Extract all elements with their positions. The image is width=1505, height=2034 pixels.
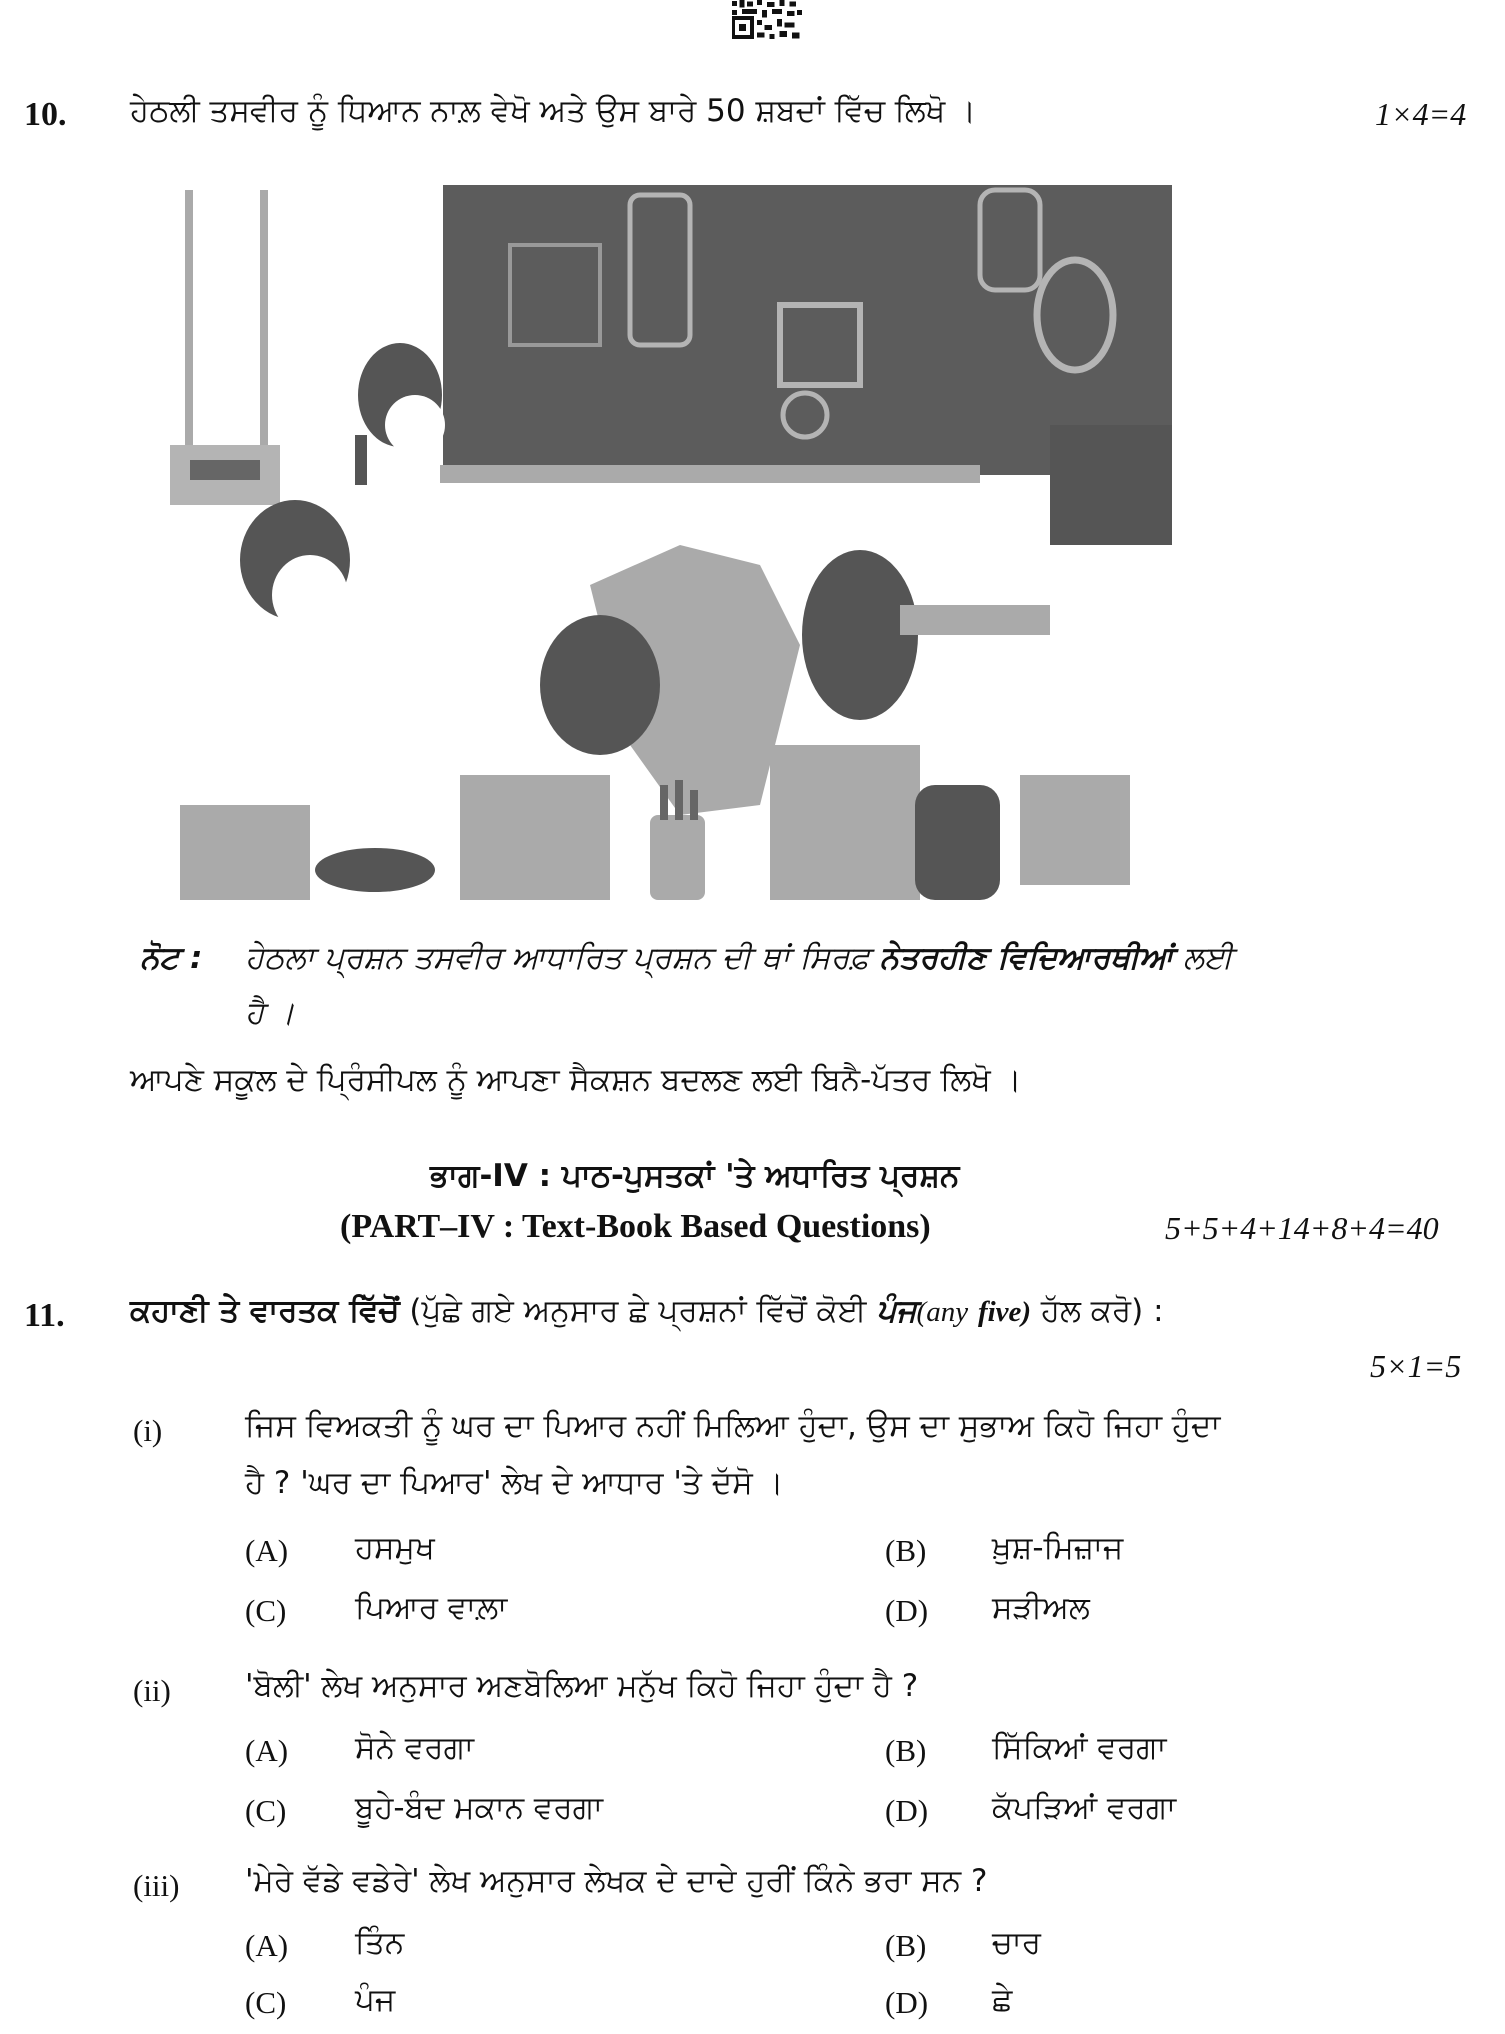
part-4-heading-punjabi: ਭਾਗ-IV : ਪਾਠ-ਪੁਸਤਕਾਂ 'ਤੇ ਅਧਾਰਿਤ ਪ੍ਰਸ਼ਨ bbox=[430, 1158, 960, 1194]
subquestion-text: ਹੈ ? 'ਘਰ ਦਾ ਪਿਆਰ' ਲੇਖ ਦੇ ਆਧਾਰ 'ਤੇ ਦੱਸੋ । bbox=[245, 1465, 784, 1501]
question-11-text-1: (ਪੁੱਛੇ ਗਏ ਅਨੁਸਾਰ ਛੇ ਪ੍ਰਸ਼ਨਾਂ ਵਿੱਚੋਂ ਕੋਈ bbox=[409, 1293, 867, 1329]
question-11-any: (any bbox=[916, 1296, 969, 1328]
note-text-1: ਹੇਠਲਾ ਪ੍ਰਸ਼ਨ ਤਸਵੀਰ ਆਧਾਰਿਤ ਪ੍ਰਸ਼ਨ ਦੀ ਥਾਂ ਸਿਰਫ਼ bbox=[245, 940, 870, 976]
question-11-bold-five: ਪੰਜ bbox=[876, 1293, 917, 1329]
question-10-text: ਹੇਠਲੀ ਤਸਵੀਰ ਨੂੰ ਧਿਆਨ ਨਾਲ਼ ਵੇਖੋ ਅਤੇ ਉਸ ਬਾਰੇ 50 ਸ਼ਬਦਾਂ ਵਿੱਚ ਲਿਖੋ । bbox=[130, 93, 977, 129]
option-label: (C) bbox=[245, 1593, 287, 1628]
option-label: (D) bbox=[885, 1793, 929, 1828]
subquestion-label: (i) bbox=[133, 1413, 163, 1448]
subquestion-text: ਜਿਸ ਵਿਅਕਤੀ ਨੂੰ ਘਰ ਦਾ ਪਿਆਰ ਨਹੀਂ ਮਿਲਿਆ ਹੁੰਦਾ, ਉਸ ਦਾ ਸੁਭਾਅ ਕਿਹੋ ਜਿਹਾ ਹੁੰਦਾ bbox=[245, 1408, 1221, 1444]
option-label: (B) bbox=[885, 1733, 927, 1768]
option-label: (A) bbox=[245, 1928, 289, 1963]
option-text: ਪੰਜ bbox=[355, 1982, 396, 2018]
option-label: (C) bbox=[245, 1793, 287, 1828]
classroom-picture bbox=[160, 185, 1172, 900]
question-number-11: 11. bbox=[24, 1297, 65, 1334]
note-bold-text: ਨੇਤਰਹੀਣ ਵਿਦਿਆਰਥੀਆਂ bbox=[879, 940, 1174, 976]
option-text: ਕੱਪੜਿਆਂ ਵਰਗਾ bbox=[992, 1790, 1177, 1826]
subquestion-label: (ii) bbox=[133, 1673, 171, 1708]
option-text: ਚਾਰ bbox=[992, 1925, 1041, 1961]
option-label: (B) bbox=[885, 1928, 927, 1963]
question-number-10: 10. bbox=[24, 96, 67, 133]
part-4-marks: 5+5+4+14+8+4=40 bbox=[1165, 1210, 1439, 1246]
option-label: (C) bbox=[245, 1985, 287, 2020]
note-text-3: ਹੈ । bbox=[245, 995, 295, 1031]
option-text: ਤਿੰਨ bbox=[355, 1925, 405, 1961]
subquestion-text: 'ਮੇਰੇ ਵੱਡੇ ਵਡੇਰੇ' ਲੇਖ ਅਨੁਸਾਰ ਲੇਖਕ ਦੇ ਦਾਦੇ ਹੁਰੀਂ ਕਿੰਨੇ ਭਰਾ ਸਨ ? bbox=[245, 1863, 988, 1899]
option-label: (D) bbox=[885, 1593, 929, 1628]
question-11-five: five) bbox=[977, 1296, 1032, 1328]
option-text: ਛੇ bbox=[992, 1982, 1013, 2018]
option-label: (A) bbox=[245, 1733, 289, 1768]
subquestion-label: (iii) bbox=[133, 1868, 180, 1903]
option-label: (A) bbox=[245, 1533, 289, 1568]
option-text: ਸੜੀਅਲ bbox=[992, 1590, 1090, 1626]
qr-code-icon bbox=[732, 0, 802, 40]
option-text: ਬੂਹੇ-ਬੰਦ ਮਕਾਨ ਵਰਗਾ bbox=[355, 1790, 603, 1826]
part-4-heading-english: (PART–IV : Text-Book Based Questions) bbox=[340, 1208, 931, 1245]
question-11-text-2: ਹੱਲ ਕਰੋ) : bbox=[1040, 1293, 1164, 1329]
option-text: ਖ਼ੁਸ਼-ਮਿਜ਼ਾਜ bbox=[992, 1530, 1124, 1566]
option-label: (B) bbox=[885, 1533, 927, 1568]
note-text-2: ਲਈ bbox=[1182, 940, 1233, 976]
option-text: ਸਿੱਕਿਆਂ ਵਰਗਾ bbox=[992, 1730, 1167, 1766]
note-label: ਨੋਟ : bbox=[140, 940, 203, 976]
alternate-question-text: ਆਪਣੇ ਸਕੂਲ ਦੇ ਪ੍ਰਿੰਸੀਪਲ ਨੂੰ ਆਪਣਾ ਸੈਕਸ਼ਨ ਬਦਲਣ ਲਈ ਬਿਨੈ-ਪੱਤਰ ਲਿਖੋ । bbox=[130, 1062, 1022, 1098]
option-text: ਹਸਮੁਖ bbox=[355, 1530, 435, 1566]
option-text: ਸੋਨੇ ਵਰਗਾ bbox=[355, 1730, 474, 1766]
subquestion-text: 'ਬੋਲੀ' ਲੇਖ ਅਨੁਸਾਰ ਅਣਬੋਲਿਆ ਮਨੁੱਖ ਕਿਹੋ ਜਿਹਾ ਹੁੰਦਾ ਹੈ ? bbox=[245, 1668, 919, 1704]
question-10-marks: 1×4=4 bbox=[1375, 96, 1467, 132]
question-11-marks: 5×1=5 bbox=[1370, 1348, 1462, 1384]
classroom-illustration-icon bbox=[160, 185, 1172, 900]
option-text: ਪਿਆਰ ਵਾਲ਼ਾ bbox=[355, 1590, 508, 1626]
option-label: (D) bbox=[885, 1985, 929, 2020]
question-11-bold-lead: ਕਹਾਣੀ ਤੇ ਵਾਰਤਕ ਵਿੱਚੋਂ bbox=[130, 1293, 400, 1329]
